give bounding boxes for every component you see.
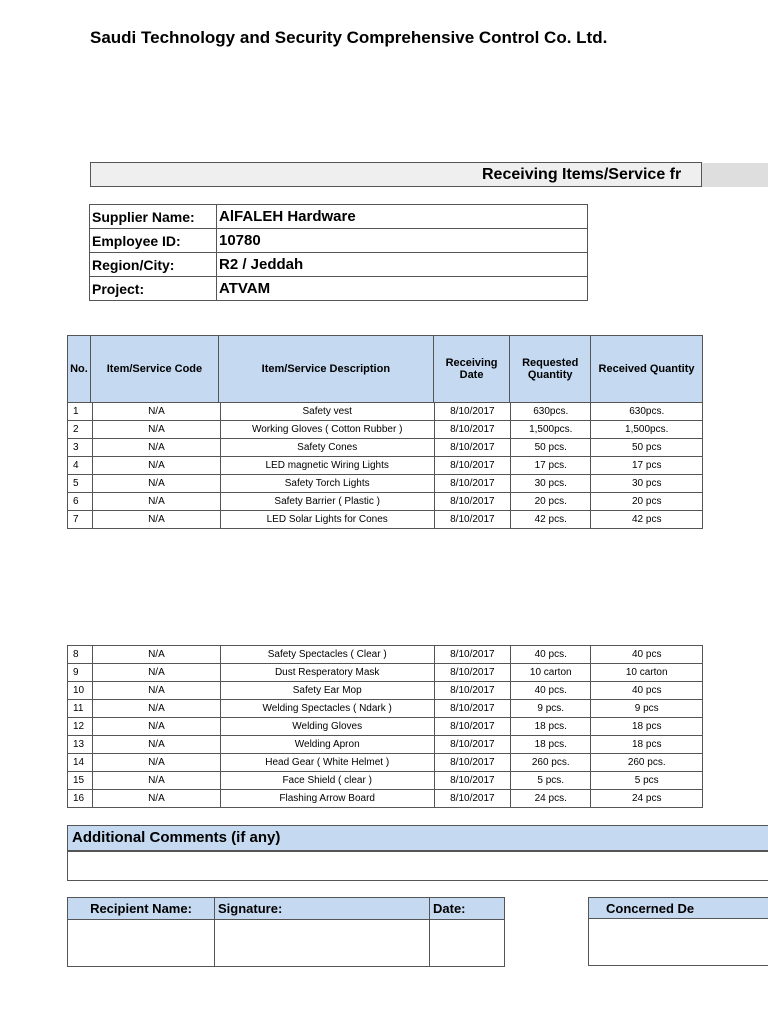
table-row <box>68 682 703 700</box>
item-code: N/A <box>93 790 221 808</box>
receiving-date: 8/10/2017 <box>434 682 510 700</box>
row-number: 7 <box>68 511 93 529</box>
table-row <box>68 736 703 754</box>
received-quantity: 10 carton <box>591 664 703 682</box>
received-quantity: 17 pcs <box>591 457 703 475</box>
item-description: Safety Torch Lights <box>220 475 434 493</box>
received-quantity: 24 pcs <box>591 790 703 808</box>
table-row <box>68 511 703 529</box>
received-quantity: 42 pcs <box>591 511 703 529</box>
table-row <box>68 664 703 682</box>
info-value: 10780 <box>217 229 588 253</box>
receiving-date: 8/10/2017 <box>434 754 510 772</box>
row-number: 3 <box>68 439 93 457</box>
requested-quantity: 50 pcs. <box>511 439 591 457</box>
company-name: Saudi Technology and Security Comprehensive Control Co. Ltd. <box>90 28 608 47</box>
row-number: 15 <box>68 772 93 790</box>
table-row <box>68 475 703 493</box>
item-description: Dust Resperatory Mask <box>220 664 434 682</box>
receiving-date: 8/10/2017 <box>434 475 510 493</box>
column-header-requested-quantity: Requested Quantity <box>510 336 591 403</box>
items-table-part-2 <box>67 645 703 808</box>
info-label: Region/City: <box>90 253 217 277</box>
date-field[interactable] <box>430 920 505 967</box>
item-description: Safety Barrier ( Plastic ) <box>220 493 434 511</box>
requested-quantity: 20 pcs. <box>511 493 591 511</box>
concerned-department-label: Concerned De <box>606 901 695 916</box>
received-quantity: 18 pcs <box>591 736 703 754</box>
table-row <box>68 772 703 790</box>
info-value: AlFALEH Hardware <box>217 205 588 229</box>
receiving-date: 8/10/2017 <box>434 736 510 754</box>
receiving-date: 8/10/2017 <box>434 790 510 808</box>
info-value: ATVAM <box>217 277 588 301</box>
items-table-part-1 <box>67 402 703 529</box>
requested-quantity: 9 pcs. <box>511 700 591 718</box>
receiving-date: 8/10/2017 <box>434 700 510 718</box>
table-row <box>68 718 703 736</box>
row-number: 2 <box>68 421 93 439</box>
row-number: 12 <box>68 718 93 736</box>
requested-quantity: 40 pcs. <box>511 682 591 700</box>
signature-field[interactable] <box>215 920 430 967</box>
table-row <box>68 493 703 511</box>
receiving-date: 8/10/2017 <box>434 511 510 529</box>
receiving-date: 8/10/2017 <box>434 646 510 664</box>
received-quantity: 1,500pcs. <box>591 421 703 439</box>
received-quantity: 630pcs. <box>591 403 703 421</box>
item-code: N/A <box>93 403 221 421</box>
date-label: Date: <box>430 898 505 920</box>
comments-label: Additional Comments (if any) <box>72 829 281 846</box>
row-number: 6 <box>68 493 93 511</box>
received-quantity: 20 pcs <box>591 493 703 511</box>
item-code: N/A <box>93 439 221 457</box>
item-description: Safety Cones <box>220 439 434 457</box>
item-description: Flashing Arrow Board <box>220 790 434 808</box>
item-code: N/A <box>93 718 221 736</box>
item-code: N/A <box>93 736 221 754</box>
signature-label: Signature: <box>215 898 430 920</box>
receiving-date: 8/10/2017 <box>434 403 510 421</box>
requested-quantity: 24 pcs. <box>511 790 591 808</box>
info-label: Employee ID: <box>90 229 217 253</box>
requested-quantity: 30 pcs. <box>511 475 591 493</box>
supplier-info-table <box>89 204 588 301</box>
requested-quantity: 260 pcs. <box>511 754 591 772</box>
column-header-code: Item/Service Code <box>90 336 218 403</box>
info-row-project <box>90 277 588 301</box>
row-number: 14 <box>68 754 93 772</box>
item-description: Welding Gloves <box>220 718 434 736</box>
table-row <box>68 457 703 475</box>
receiving-date: 8/10/2017 <box>434 439 510 457</box>
item-description: Welding Spectacles ( Ndark ) <box>220 700 434 718</box>
table-row <box>68 403 703 421</box>
receiving-date: 8/10/2017 <box>434 772 510 790</box>
item-code: N/A <box>93 493 221 511</box>
items-table-header <box>67 335 703 403</box>
form-title <box>90 162 702 187</box>
row-number: 10 <box>68 682 93 700</box>
item-code: N/A <box>93 511 221 529</box>
requested-quantity: 1,500pcs. <box>511 421 591 439</box>
table-row <box>68 646 703 664</box>
recipient-name-field[interactable] <box>68 920 215 967</box>
info-label: Supplier Name: <box>90 205 217 229</box>
requested-quantity: 42 pcs. <box>511 511 591 529</box>
concerned-department-field[interactable] <box>588 919 768 966</box>
info-label: Project: <box>90 277 217 301</box>
requested-quantity: 40 pcs. <box>511 646 591 664</box>
receiving-date: 8/10/2017 <box>434 493 510 511</box>
item-code: N/A <box>93 700 221 718</box>
item-description: Safety Ear Mop <box>220 682 434 700</box>
item-description: Head Gear ( White Helmet ) <box>220 754 434 772</box>
item-code: N/A <box>93 457 221 475</box>
requested-quantity: 5 pcs. <box>511 772 591 790</box>
item-code: N/A <box>93 664 221 682</box>
form-title-text: Receiving Items/Service fr <box>482 166 682 183</box>
received-quantity: 18 pcs <box>591 718 703 736</box>
row-number: 5 <box>68 475 93 493</box>
table-row <box>68 421 703 439</box>
row-number: 16 <box>68 790 93 808</box>
received-quantity: 5 pcs <box>591 772 703 790</box>
info-row-region <box>90 253 588 277</box>
info-row-supplier <box>90 205 588 229</box>
signoff-table <box>67 897 505 967</box>
recipient-name-label: Recipient Name: <box>68 898 215 920</box>
requested-quantity: 10 carton <box>511 664 591 682</box>
row-number: 13 <box>68 736 93 754</box>
column-header-receiving-date: Receiving Date <box>433 336 510 403</box>
row-number: 9 <box>68 664 93 682</box>
item-description: Working Gloves ( Cotton Rubber ) <box>220 421 434 439</box>
info-value: R2 / Jeddah <box>217 253 588 277</box>
row-number: 8 <box>68 646 93 664</box>
form-title-bar-extension <box>702 163 768 187</box>
item-code: N/A <box>93 682 221 700</box>
received-quantity: 50 pcs <box>591 439 703 457</box>
item-code: N/A <box>93 475 221 493</box>
item-description: Safety Spectacles ( Clear ) <box>220 646 434 664</box>
item-description: LED magnetic Wiring Lights <box>220 457 434 475</box>
info-row-employee <box>90 229 588 253</box>
item-code: N/A <box>93 772 221 790</box>
item-description: LED Solar Lights for Cones <box>220 511 434 529</box>
item-code: N/A <box>93 421 221 439</box>
item-description: Welding Apron <box>220 736 434 754</box>
received-quantity: 260 pcs. <box>591 754 703 772</box>
requested-quantity: 630pcs. <box>511 403 591 421</box>
row-number: 11 <box>68 700 93 718</box>
receiving-date: 8/10/2017 <box>434 718 510 736</box>
received-quantity: 40 pcs <box>591 682 703 700</box>
column-header-no: No. <box>68 336 91 403</box>
item-code: N/A <box>93 754 221 772</box>
row-number: 1 <box>68 403 93 421</box>
row-number: 4 <box>68 457 93 475</box>
received-quantity: 9 pcs <box>591 700 703 718</box>
item-description: Face Shield ( clear ) <box>220 772 434 790</box>
received-quantity: 30 pcs <box>591 475 703 493</box>
requested-quantity: 17 pcs. <box>511 457 591 475</box>
receiving-date: 8/10/2017 <box>434 457 510 475</box>
requested-quantity: 18 pcs. <box>511 736 591 754</box>
item-description: Safety vest <box>220 403 434 421</box>
receiving-date: 8/10/2017 <box>434 421 510 439</box>
concerned-department-header <box>588 897 768 919</box>
item-code: N/A <box>93 646 221 664</box>
table-row <box>68 754 703 772</box>
table-row <box>68 700 703 718</box>
comments-field[interactable] <box>67 851 768 881</box>
column-header-received-quantity: Received Quantity <box>591 336 703 403</box>
table-row <box>68 790 703 808</box>
receiving-date: 8/10/2017 <box>434 664 510 682</box>
received-quantity: 40 pcs <box>591 646 703 664</box>
column-header-description: Item/Service Description <box>218 336 433 403</box>
requested-quantity: 18 pcs. <box>511 718 591 736</box>
table-row <box>68 439 703 457</box>
